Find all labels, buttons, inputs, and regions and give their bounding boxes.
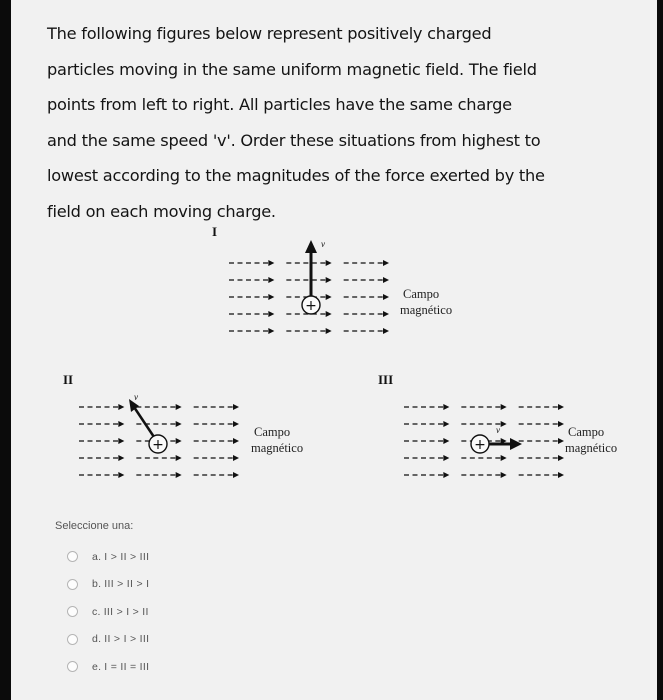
field-arrowhead-icon	[326, 311, 332, 317]
field-arrowhead-icon	[268, 311, 274, 317]
figure-1-field-label	[400, 286, 452, 318]
figure-1-label: I	[212, 224, 218, 239]
field-label-line: magnético	[400, 303, 453, 317]
velocity-vector	[134, 407, 154, 437]
field-arrowhead-icon	[233, 472, 239, 478]
option-letter: c.	[92, 605, 101, 618]
figure-2-diagram	[61, 385, 261, 505]
answer-option-b[interactable]	[55, 571, 149, 599]
field-arrowhead-icon	[233, 404, 239, 410]
velocity-arrowhead-icon	[305, 240, 317, 253]
radio-button[interactable]	[67, 606, 78, 617]
field-arrowhead-icon	[558, 404, 564, 410]
answer-prompt: Seleccione una:	[55, 520, 134, 532]
velocity-label: v	[321, 239, 325, 249]
field-label-line: magnético	[565, 441, 618, 455]
charge-symbol: +	[474, 437, 486, 453]
field-arrowhead-icon	[443, 404, 449, 410]
option-text: III > II > I	[104, 578, 150, 591]
question-line: lowest according to the magnitudes of the force exerted by the	[47, 166, 545, 186]
field-arrowhead-icon	[176, 404, 182, 410]
question-line: particles moving in the same uniform magnetic field. The field	[47, 59, 537, 79]
question-line: and the same speed 'v'. Order these situations from highest to	[47, 130, 541, 150]
field-arrowhead-icon	[268, 328, 274, 334]
figure-2-field-label	[251, 424, 303, 456]
question-card	[11, 0, 657, 700]
answer-option-c[interactable]	[55, 598, 149, 626]
field-arrowhead-icon	[383, 294, 389, 300]
answer-choices	[55, 520, 149, 681]
field-arrowhead-icon	[118, 455, 124, 461]
option-text: I = II = III	[104, 660, 150, 673]
field-arrowhead-icon	[558, 438, 564, 444]
field-arrowhead-icon	[118, 472, 124, 478]
field-arrowhead-icon	[383, 260, 389, 266]
field-label-line: Campo	[254, 425, 291, 439]
field-arrowhead-icon	[176, 421, 182, 427]
field-arrowhead-icon	[233, 438, 239, 444]
field-arrowhead-icon	[176, 472, 182, 478]
radio-button[interactable]	[67, 661, 78, 672]
field-arrowhead-icon	[118, 438, 124, 444]
charge-symbol: +	[305, 298, 317, 314]
answer-option-e[interactable]	[55, 653, 149, 681]
field-arrowhead-icon	[383, 328, 389, 334]
field-arrowhead-icon	[501, 421, 507, 427]
field-arrowhead-icon	[501, 472, 507, 478]
field-arrowhead-icon	[443, 472, 449, 478]
field-arrowhead-icon	[501, 404, 507, 410]
field-arrowhead-icon	[326, 328, 332, 334]
field-label-line: magnético	[251, 441, 304, 455]
field-arrowhead-icon	[118, 421, 124, 427]
field-arrowhead-icon	[326, 277, 332, 283]
option-text: I > II > III	[104, 550, 150, 563]
field-arrowhead-icon	[558, 472, 564, 478]
option-letter: b.	[92, 578, 102, 591]
answer-option-a[interactable]	[55, 543, 149, 571]
option-text: II > I > III	[104, 633, 150, 646]
field-arrowhead-icon	[326, 294, 332, 300]
field-arrowhead-icon	[233, 421, 239, 427]
velocity-label: v	[496, 425, 500, 435]
field-arrowhead-icon	[558, 455, 564, 461]
figure-3-field-label	[565, 424, 617, 456]
velocity-label: v	[134, 392, 138, 402]
question-line: The following figures below represent positively charged	[47, 24, 492, 43]
field-arrowhead-icon	[501, 455, 507, 461]
field-arrowhead-icon	[268, 277, 274, 283]
velocity-arrowhead-icon	[510, 438, 522, 450]
charge-symbol: +	[152, 437, 164, 453]
field-arrowhead-icon	[118, 404, 124, 410]
radio-button[interactable]	[67, 551, 78, 562]
field-arrowhead-icon	[383, 277, 389, 283]
option-letter: d.	[92, 633, 102, 646]
field-arrowhead-icon	[443, 438, 449, 444]
figure-1-diagram	[211, 235, 411, 355]
field-arrowhead-icon	[443, 421, 449, 427]
field-arrowhead-icon	[268, 294, 274, 300]
option-letter: a.	[92, 550, 102, 563]
question-line: field on each moving charge.	[47, 201, 276, 221]
question-line: points from left to right. All particles have the same charge	[47, 95, 512, 115]
field-arrowhead-icon	[383, 311, 389, 317]
field-label-line: Campo	[403, 287, 440, 301]
field-label-line: Campo	[568, 425, 605, 439]
field-arrowhead-icon	[558, 421, 564, 427]
field-arrowhead-icon	[176, 455, 182, 461]
field-arrowhead-icon	[326, 260, 332, 266]
figure-3-label: III	[378, 372, 394, 387]
field-arrowhead-icon	[443, 455, 449, 461]
field-arrowhead-icon	[233, 455, 239, 461]
question-text	[47, 16, 607, 230]
answer-option-d[interactable]	[55, 626, 149, 654]
field-arrowhead-icon	[176, 438, 182, 444]
option-letter: e.	[92, 660, 102, 673]
radio-button[interactable]	[67, 579, 78, 590]
field-arrowhead-icon	[268, 260, 274, 266]
figure-3-diagram	[386, 385, 586, 505]
option-text: III > I > II	[103, 605, 149, 618]
radio-button[interactable]	[67, 634, 78, 645]
figure-2-label: II	[63, 372, 74, 387]
